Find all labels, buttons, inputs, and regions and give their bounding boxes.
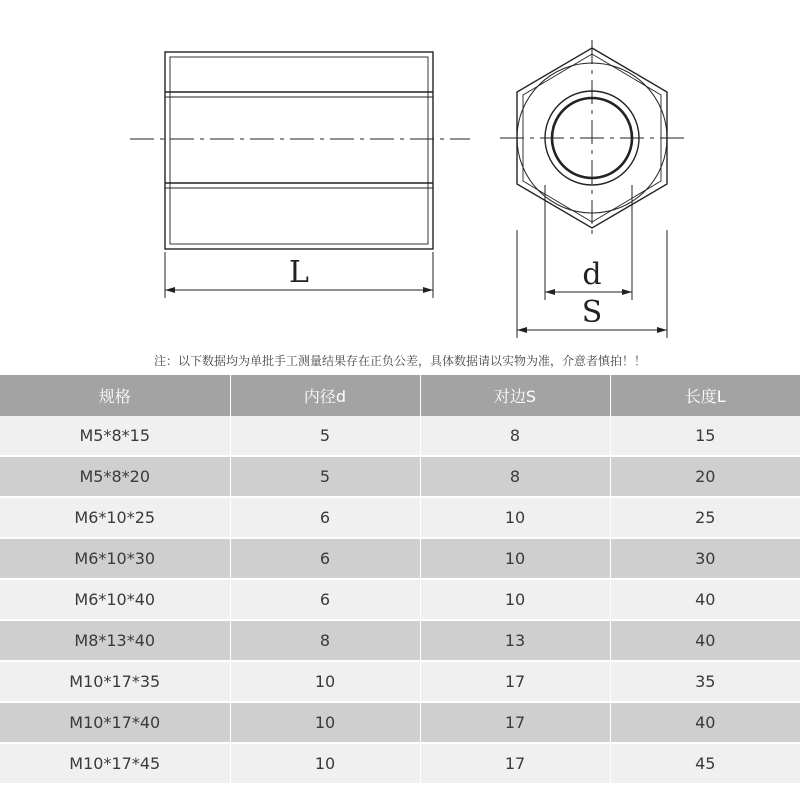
cell-length: 15 xyxy=(610,416,800,456)
table-row xyxy=(0,579,800,620)
cell-spec: M6*10*30 xyxy=(0,538,230,579)
cell-across-flats: 13 xyxy=(420,620,610,661)
cell-length: 30 xyxy=(610,538,800,579)
side-view-body xyxy=(165,52,433,249)
technical-drawing xyxy=(0,0,800,345)
cell-spec: M5*8*15 xyxy=(0,416,230,456)
cell-across-flats: 17 xyxy=(420,661,610,702)
cell-length: 35 xyxy=(610,661,800,702)
table-row xyxy=(0,702,800,743)
side-view-inner xyxy=(170,57,428,244)
cell-inner-diameter: 6 xyxy=(230,497,420,538)
d-arrow-left xyxy=(545,289,555,295)
L-label: L xyxy=(289,255,309,290)
cell-spec: M6*10*25 xyxy=(0,497,230,538)
header-length: 长度L xyxy=(610,375,800,416)
cell-inner-diameter: 6 xyxy=(230,579,420,620)
cell-length: 45 xyxy=(610,743,800,784)
cell-spec: M10*17*40 xyxy=(0,702,230,743)
table-row xyxy=(0,620,800,661)
cell-inner-diameter: 10 xyxy=(230,743,420,784)
cell-across-flats: 8 xyxy=(420,416,610,456)
cell-across-flats: 8 xyxy=(420,456,610,497)
cell-spec: M6*10*40 xyxy=(0,579,230,620)
d-label: d xyxy=(582,257,602,292)
table-row xyxy=(0,497,800,538)
spec-table xyxy=(0,375,800,785)
cell-inner-diameter: 5 xyxy=(230,416,420,456)
S-label: S xyxy=(581,295,603,330)
table-row xyxy=(0,743,800,784)
table-row xyxy=(0,661,800,702)
table-header-row xyxy=(0,375,800,416)
cell-length: 40 xyxy=(610,702,800,743)
table-row xyxy=(0,456,800,497)
cell-inner-diameter: 8 xyxy=(230,620,420,661)
cell-inner-diameter: 6 xyxy=(230,538,420,579)
cell-across-flats: 17 xyxy=(420,702,610,743)
table-row xyxy=(0,416,800,456)
cell-length: 25 xyxy=(610,497,800,538)
cell-across-flats: 10 xyxy=(420,497,610,538)
cell-spec: M10*17*35 xyxy=(0,661,230,702)
cell-length: 20 xyxy=(610,456,800,497)
cell-across-flats: 10 xyxy=(420,538,610,579)
L-arrow-right xyxy=(423,287,433,293)
header-spec: 规格 xyxy=(0,375,230,416)
cell-spec: M10*17*45 xyxy=(0,743,230,784)
S-arrow-left xyxy=(517,327,527,333)
end-view xyxy=(500,40,690,338)
cell-across-flats: 10 xyxy=(420,579,610,620)
disclaimer-note: 注：以下数据均为单批手工测量结果存在正负公差，具体数据请以实物为准，介意者慎拍！！ xyxy=(153,354,646,368)
table-row xyxy=(0,538,800,579)
d-arrow-right xyxy=(622,289,632,295)
header-across-flats: 对边S xyxy=(420,375,610,416)
cell-across-flats: 17 xyxy=(420,743,610,784)
cell-inner-diameter: 10 xyxy=(230,661,420,702)
cell-length: 40 xyxy=(610,620,800,661)
header-inner-diameter: 内径d xyxy=(230,375,420,416)
technical-drawing-svg xyxy=(0,0,800,345)
S-arrow-right xyxy=(657,327,667,333)
cell-inner-diameter: 5 xyxy=(230,456,420,497)
cell-length: 40 xyxy=(610,579,800,620)
cell-spec: M5*8*20 xyxy=(0,456,230,497)
cell-inner-diameter: 10 xyxy=(230,702,420,743)
cell-spec: M8*13*40 xyxy=(0,620,230,661)
L-arrow-left xyxy=(165,287,175,293)
